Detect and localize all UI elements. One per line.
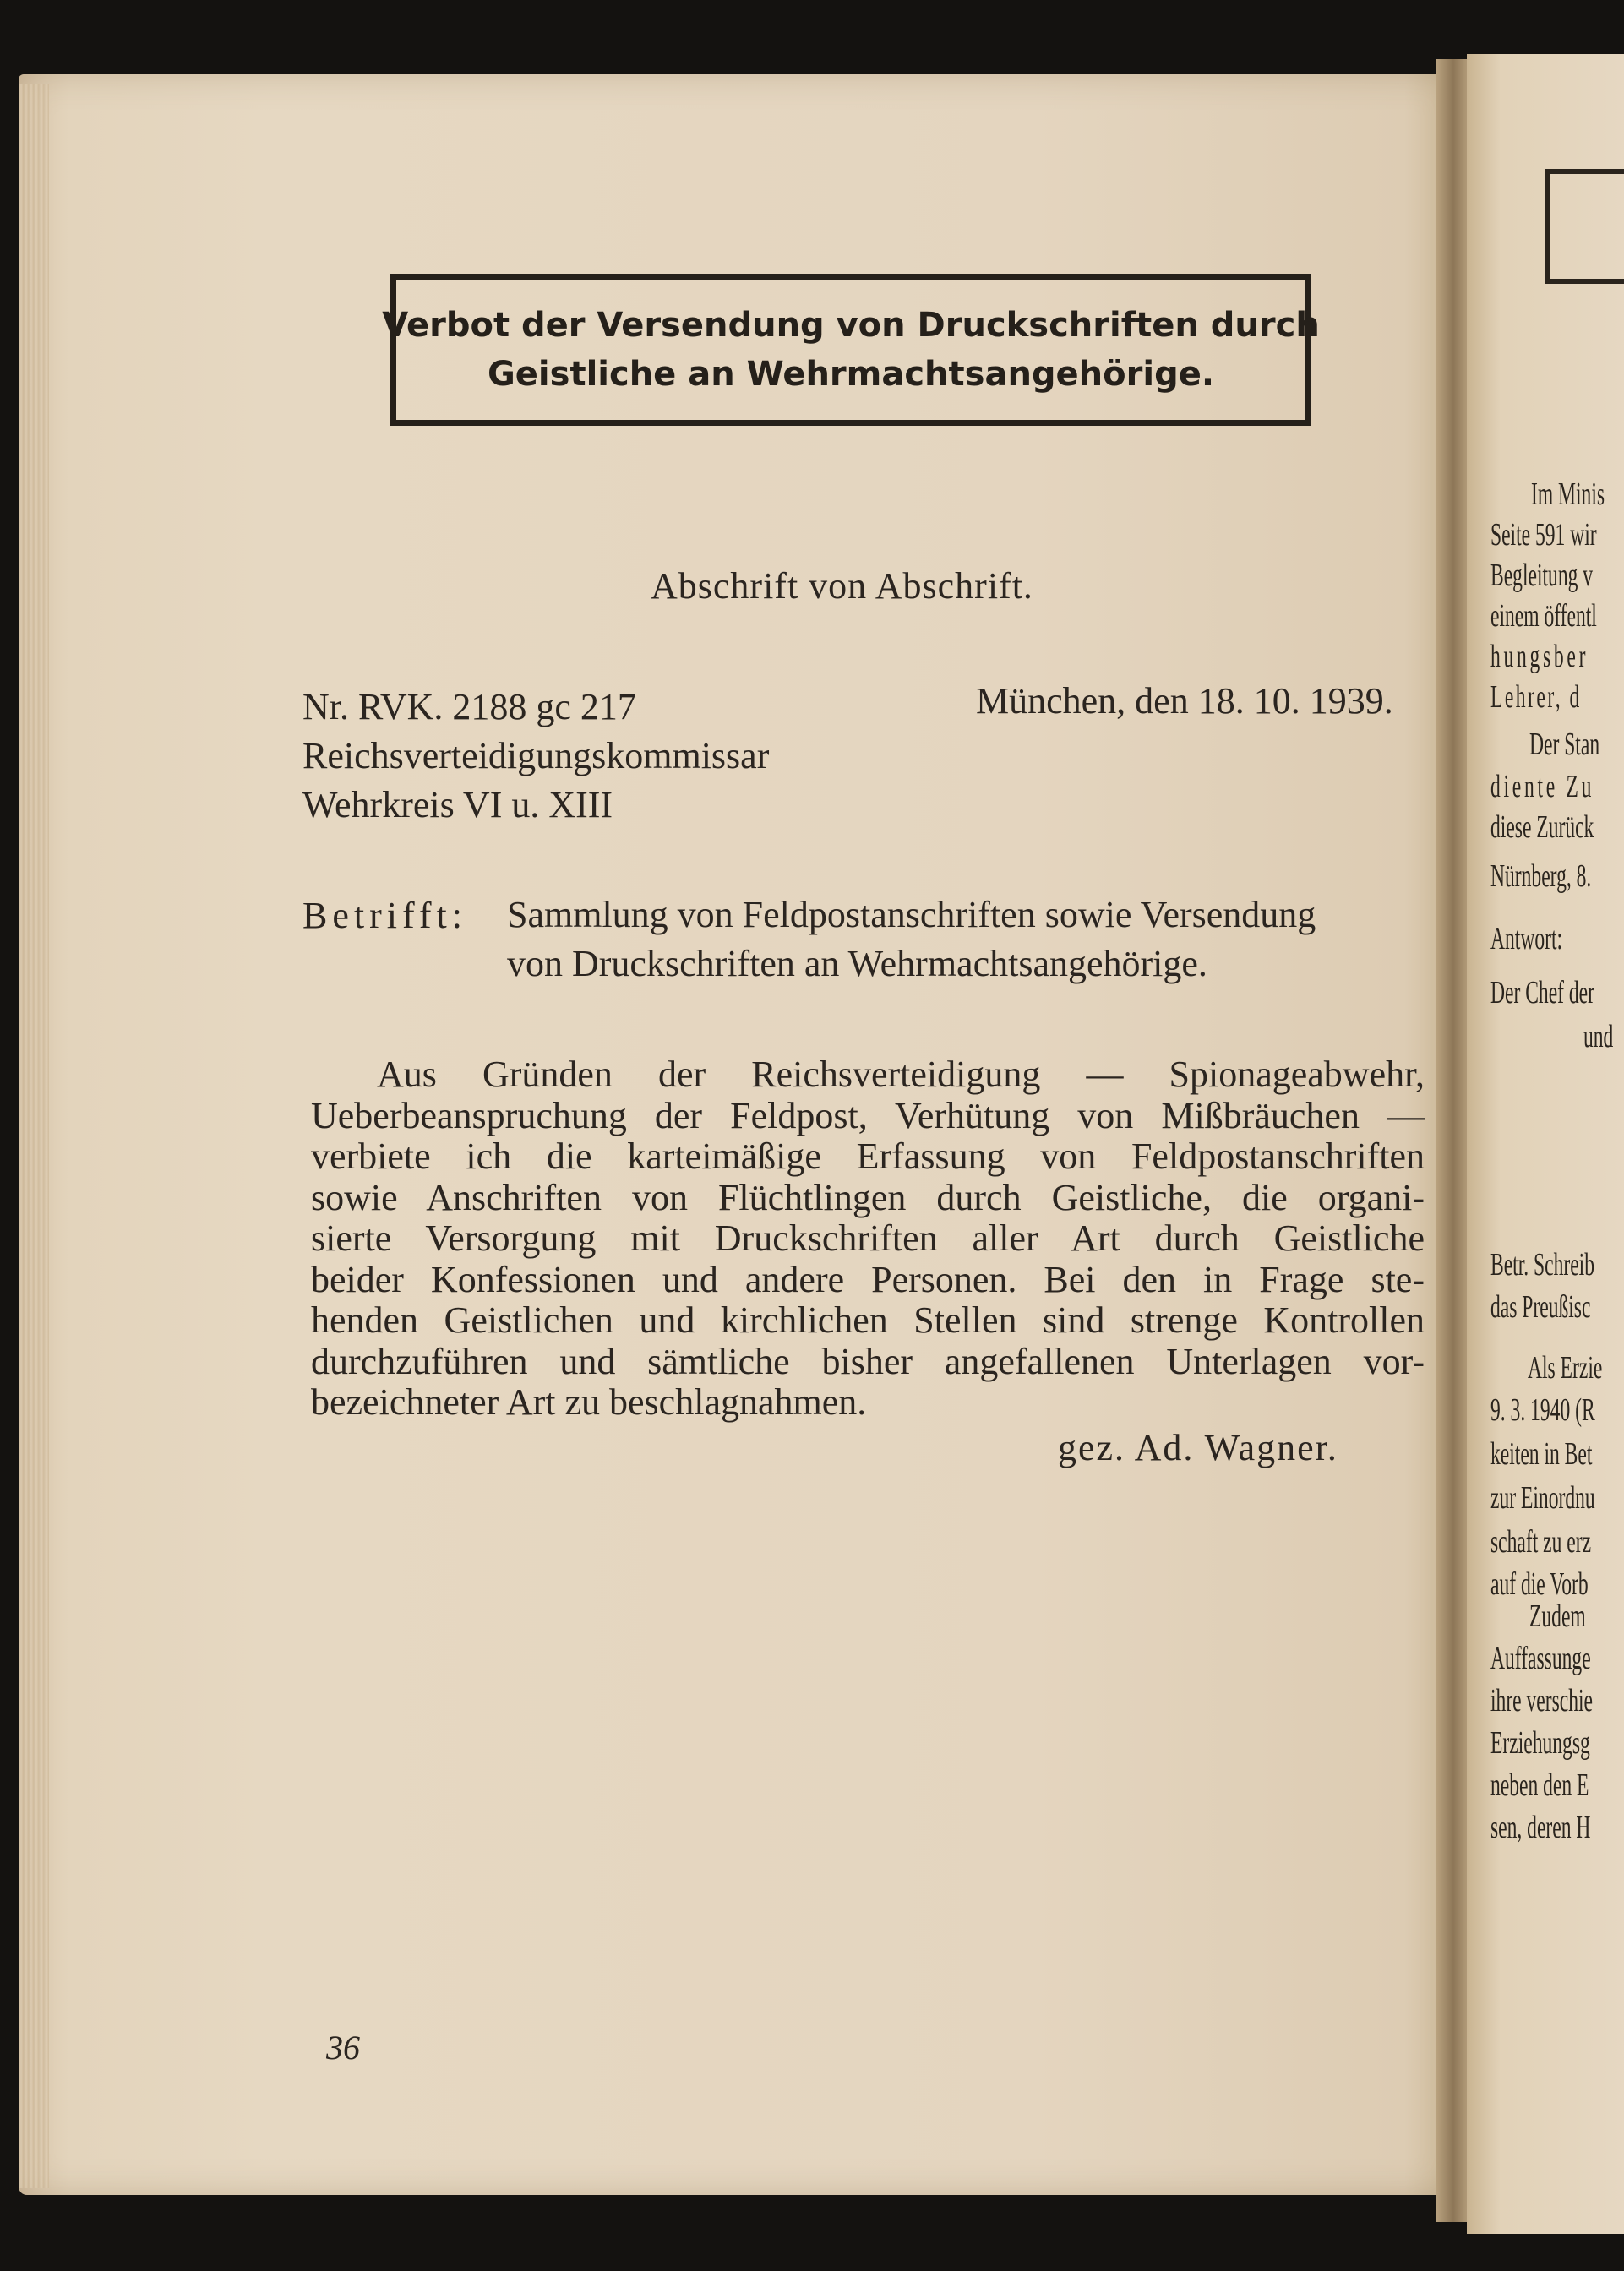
subject-line-2: von Druckschriften an Wehrmachtsangehörige. [507,943,1207,984]
right-fragment: Der Stan [1529,727,1600,762]
body-line: sierte Versorgung mit Druckschriften aller Art durch Geistliche [311,1217,1425,1259]
page-edge-stack [19,84,49,2188]
right-fragment: hungsber [1490,639,1589,674]
right-fragment: Der Chef der [1490,975,1594,1010]
date-line: München, den 18. 10. 1939. [976,680,1393,722]
reference-office: Reichsverteidigungskommissar [302,735,770,776]
body-line: Ueberbeanspruchung der Feldpost, Verhütung von Mißbräuchen — [311,1094,1425,1136]
subject-line-1: Sammlung von Feldpostanschriften sowie Versendung [507,894,1316,935]
body-line: beider Konfessionen und andere Personen. Bei den in Frage ste- [311,1258,1425,1300]
right-fragment: Seite 591 wir [1490,517,1597,553]
book-gutter [1436,59,1470,2222]
right-fragment: sen, deren H [1490,1810,1591,1845]
right-fragment: Als Erzie [1528,1350,1603,1386]
title-line-2: Geistliche an Wehrmachtsangehörige. [487,355,1215,394]
reference-block [302,683,769,830]
right-fragment: Nürnberg, 8. [1490,858,1592,894]
right-fragment: und [1583,1019,1614,1054]
body-line: durchzuführen und sämtliche bisher angefallenen Unterlagen vor- [311,1340,1425,1382]
right-fragment: Auffassunge [1490,1641,1591,1676]
right-fragment: Zudem [1529,1598,1586,1634]
body-line: sowie Anschriften von Flüchtlingen durch Geistliche, die organi- [311,1176,1425,1218]
right-fragment: 9. 3. 1940 (R [1490,1392,1595,1428]
reference-number: Nr. RVK. 2188 gc 217 [302,686,636,727]
right-fragment: Betr. Schreib [1490,1247,1595,1283]
right-fragment: diente Zu [1490,769,1595,804]
subject-label: Betrifft: [302,895,467,936]
body-line: verbiete ich die karteimäßige Erfassung von Feldpostanschriften [311,1136,1425,1177]
right-fragment: Begleitung v [1490,558,1594,593]
right-fragment: Antwort: [1490,921,1563,956]
right-page [1467,54,1624,2234]
right-fragment: zur Einordnu [1490,1480,1595,1516]
title-box [382,274,1320,426]
right-fragment: Lehrer, d [1490,679,1582,715]
subject-text [507,890,1420,988]
signature: gez. Ad. Wagner. [1058,1427,1338,1468]
right-fragment: diese Zurück [1490,809,1594,845]
body-line: bezeichneter Art zu beschlagnahmen. [311,1381,867,1423]
reference-district: Wehrkreis VI u. XIII [302,784,613,825]
right-fragment: das Preußisc [1490,1289,1591,1325]
right-fragment: auf die Vorb [1490,1566,1589,1602]
right-fragment: ihre verschie [1490,1683,1594,1718]
body-line: Aus Gründen der Reichsverteidigung — Spionageabwehr, [377,1054,1425,1095]
right-fragment: neben den E [1490,1767,1589,1803]
right-page-title-box [1545,169,1624,284]
body-paragraph [311,1054,1425,1424]
right-fragment: keiten in Bet [1490,1436,1593,1472]
right-fragment: Im Minis [1531,477,1605,512]
title-line-1: Verbot der Versendung von Druckschriften durch [382,306,1320,345]
body-line: henden Geistlichen und kirchlichen Stellen sind strenge Kontrollen [311,1299,1425,1341]
copy-heading: Abschrift von Abschrift. [651,565,1033,607]
page-number: 36 [326,2029,360,2067]
right-fragment: schaft zu erz [1490,1524,1592,1560]
right-fragment: Erziehungsg [1490,1725,1590,1761]
right-fragment: einem öffentl [1490,598,1597,634]
